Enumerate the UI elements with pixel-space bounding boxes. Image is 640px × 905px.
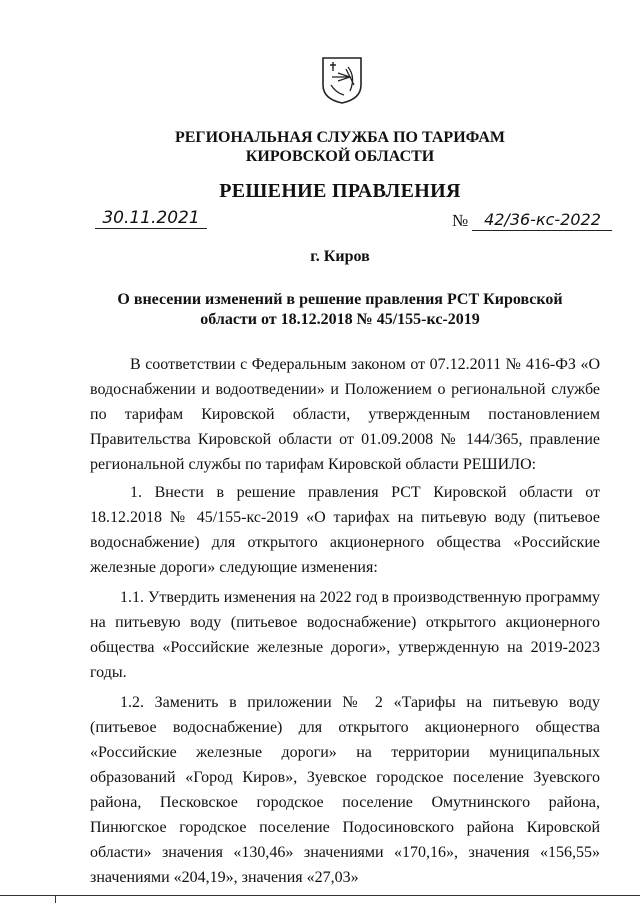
city-name: г. Киров: [310, 248, 370, 265]
decision-date: 30.11.2021: [95, 208, 207, 229]
organization-name-line1: РЕГИОНАЛЬНАЯ СЛУЖБА ПО ТАРИФАМ: [174, 129, 506, 146]
decision-number-block: [452, 210, 612, 231]
number-sign: №: [452, 211, 469, 230]
page-bottom-rule: [0, 895, 640, 896]
decision-number: 42/36-кс-2022: [472, 210, 612, 231]
clause-1-2-paragraph: 1.2. Заменить в приложении № 2 «Тарифы на питьевую воду (питьевое водоснабжение) для открытого акционерного общества «Российские железные дороги» на территории муниципальных образований «Город Киров», Зуевское городское поселение Зуевского района, Песковское городское поселение Омутнинского района, Пинюгское городское поселение Подосиновского района Кировской области» значения «130,46» значениями «170,16», значения «156,55» значениями «204,19», значения «27,03»: [90, 694, 600, 886]
document-type-title: РЕШЕНИЕ ПРАВЛЕНИЯ: [219, 180, 461, 202]
coat-of-arms-emblem: [320, 55, 364, 105]
subject-line2: области от 18.12.2018 № 45/155-кс-2019: [200, 311, 480, 328]
decision-subject: [90, 290, 590, 330]
document-body: [90, 352, 600, 895]
clause-1-1-paragraph: 1.1. Утвердить изменения на 2022 год в производственную программу на питьевую воду (питьевое водоснабжение) открытого акционерного общества «Российские железные дороги», утвержденную на 2019-2023 годы.: [90, 589, 600, 681]
preamble-paragraph: В соответствии с Федеральным законом от 07.12.2011 № 416-ФЗ «О водоснабжении и водоотведении» и Положением о региональной службе по тарифам Кировской области, утвержденным постановлением Правительства Кировской области от 01.09.2008 № 144/365, правление региональной службы по тарифам Кировской области РЕШИЛО:: [90, 356, 600, 473]
subject-line1: О внесении изменений в решение правления РСТ Кировской: [117, 291, 563, 308]
clause-1-paragraph: 1. Внести в решение правления РСТ Кировской области от 18.12.2018 № 45/155-кс-2019 «О тарифах на питьевую воду (питьевое водоснабжение) для открытого акционерного общества «Российские железные дороги» следующие изменения:: [90, 484, 600, 576]
page-bottom-tick: [55, 895, 56, 903]
organization-name-line2: КИРОВСКОЙ ОБЛАСТИ: [245, 148, 435, 165]
